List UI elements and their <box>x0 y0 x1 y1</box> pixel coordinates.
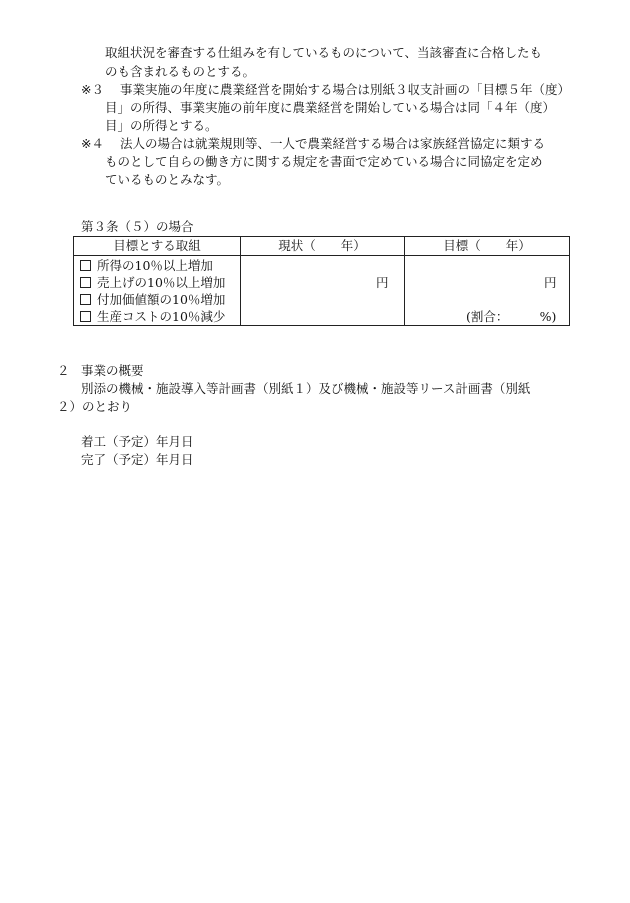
article-title: 第３条（５）の場合 <box>81 219 194 234</box>
checkbox-icon[interactable] <box>80 294 91 305</box>
note-3-line-1: 事業実施の年度に農業経営を開始する場合は別紙３収支計画の「目標５年（度） <box>120 82 571 97</box>
note-continuation-line-2: のも含まれるものとする。 <box>105 64 256 79</box>
note-3-mark: ※３ <box>81 82 104 97</box>
start-date-label: 着工（予定）年月日 <box>81 434 194 449</box>
initiative-item-label: 売上げの10％以上増加 <box>97 275 226 290</box>
section-2-body-line-2: ２）のとおり <box>57 399 133 414</box>
section-2-body-line-1: 別添の機械・施設導入等計画書（別紙１）及び機械・施設等リース計画書（別紙 <box>81 381 531 396</box>
section-2-heading: 事業の概要 <box>81 363 144 378</box>
note-4-line-2: ものとして自らの働き方に関する規定を書面で定めている場合に同協定を定め <box>105 154 543 169</box>
note-3-line-2: 目」の所得、事業実施の前年度に農業経営を開始している場合は同「４年（度） <box>105 100 556 115</box>
initiative-item-label: 生産コストの10％減少 <box>97 309 226 324</box>
initiative-item-label: 付加価値額の10％増加 <box>97 292 226 307</box>
note-4-line-3: ているものとみなす。 <box>105 172 230 187</box>
table-header-initiative: 目標とする取組 <box>113 238 201 253</box>
current-unit: 円 <box>376 275 389 290</box>
section-2-number: ２ <box>57 363 70 378</box>
note-3-line-3: 目」の所得とする。 <box>105 118 218 133</box>
checkbox-icon[interactable] <box>80 277 91 288</box>
note-4-line-1: 法人の場合は就業規則等、一人で農業経営する場合は家族経営協定に類する <box>120 136 546 151</box>
note-4-mark: ※４ <box>81 136 104 151</box>
initiative-item-value-added <box>80 291 225 309</box>
initiative-item-cost <box>80 308 225 326</box>
checkbox-icon[interactable] <box>80 311 91 322</box>
target-table <box>73 236 570 326</box>
note-continuation-line-1: 取組状況を審査する仕組みを有しているものについて、当該審査に合格したも <box>105 45 543 60</box>
initiative-item-income <box>80 257 213 275</box>
initiative-item-label: 所得の10％以上増加 <box>97 258 213 273</box>
target-unit: 円 <box>544 275 557 290</box>
checkbox-icon[interactable] <box>80 260 91 271</box>
initiative-item-sales <box>80 274 225 292</box>
table-header-target: 目標（ 年） <box>443 238 531 253</box>
table-header-current: 現状（ 年） <box>278 238 366 253</box>
target-ratio: (割合： %) <box>466 309 557 324</box>
end-date-label: 完了（予定）年月日 <box>81 452 194 467</box>
